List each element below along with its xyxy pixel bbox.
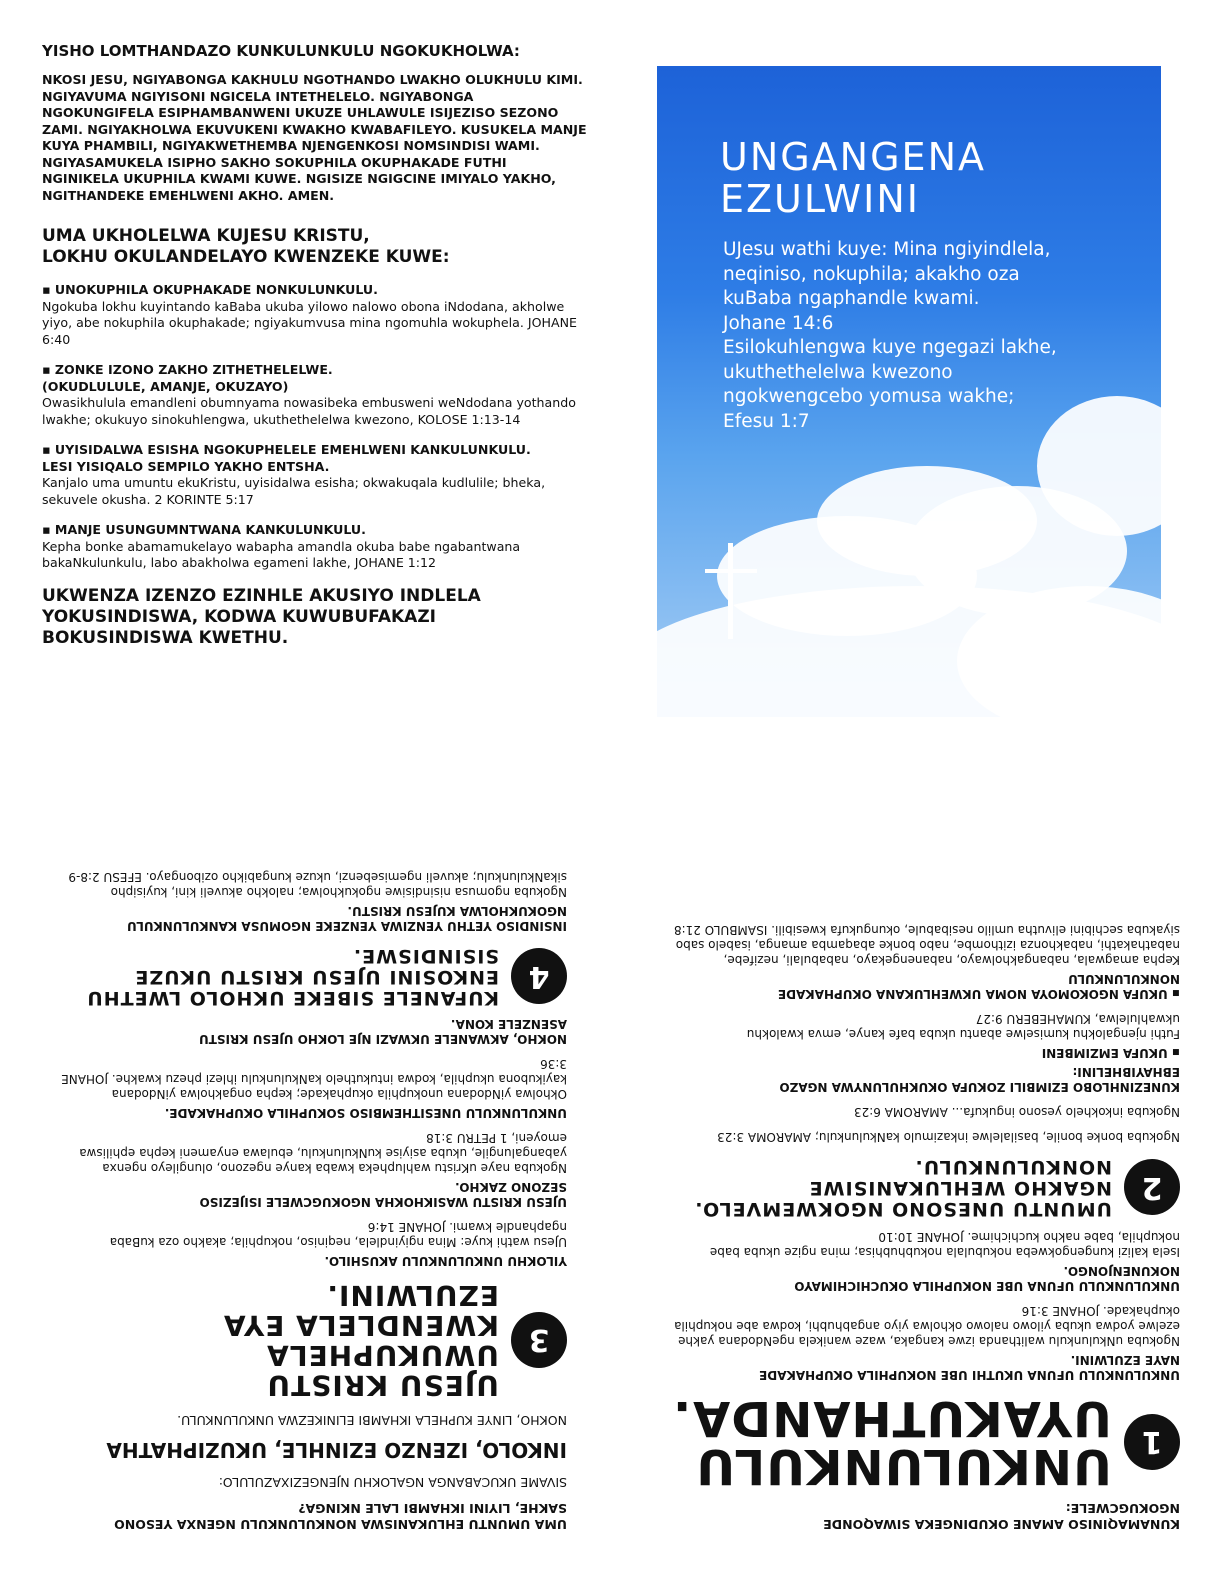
step-3: [42, 1280, 567, 1400]
steps-3-4-panel: [42, 812, 567, 1532]
cross-icon-bar: [705, 569, 757, 573]
bullet-heading: ▪ UKUFA EMZIMBENI: [1041, 1046, 1180, 1060]
step-1: [660, 1390, 1180, 1494]
only-remedy-text: NOKHO, LINYE KUPHELA IKHAMBI ELINIKEZWA UNKULUNKULU.: [177, 1413, 567, 1428]
benefit-text: Kanjalo uma umuntu ekuKristu, uyisidalwa esisha; okwakuqala kudlulile; bheka, sekuvele okusha. 2 KORINTE 5:17: [42, 475, 546, 507]
benefit-text: Ngokuba lokhu kuyintando kaBaba ukuba yilowo nalowo obona iNdodana, akholwe yiyo, abe nokuphila okuphakade; ngiyakumvusa mina ngomuhla wokuphela. JOHANE 6:40: [42, 298, 577, 347]
step-text: Ngokuba naye uKristu wahlupheka kwaba kanye ngezono, olungileyo ngenxa yabangalungile, ukuba asiyise kuNkulunkulu, ebulawa enyameni kepha ephiliswa emoyeni, 1 PETRU 3:18: [79, 1131, 567, 1175]
step-number: 1: [1124, 1414, 1180, 1470]
step-text: Ngokuba bonke bonile, basilalelwe inkazimulo kaNkulunkulu; AMAROMA 3:23: [717, 1130, 1180, 1144]
problem-intro: UMA UMUNTU EHLUKANISWA NONKULUNKULU NGENXA YESONO SAKHE, LIYINI IKHAMBI LALE NKINGA?: [114, 1501, 567, 1532]
cover-title: UNGANGENA EZULWINI: [720, 135, 986, 221]
benefit-heading: ▪ UYISIDALWA ESISHA NGOKUPHELELE EMEHLWENI KANKULUNKULU. LESI YISIQALO SEMPILO YAKHO ENTSHA.: [42, 442, 531, 474]
benefit-heading: ▪ UNOKUPHILA OKUPHAKADE NONKULUNKULU.: [42, 282, 378, 297]
solutions-intro: SIVAME UKUCABANGA NGALOKHU NJENGEZIXAZULULO:: [218, 1475, 567, 1490]
step-caption: KUNEZINHLOBO EZIMBILI ZOKUFA OKUKHULUNYWA NGAZO EBHAYIBHELINI:: [779, 1065, 1180, 1094]
step-number: 3: [511, 1312, 567, 1368]
cover-verse: UJesu wathi kuye: Mina ngiyindlela, neqiniso, nokuphila; akakho oza kuBaba ngaphandle kwami. Johane 14:6 Esilokuhlengwa kuye ngegazi lakhe, ukuthethelelwa kwezono ngokwengcebo yomusa wakhe; Efesu 1:7: [723, 239, 1057, 432]
benefit-item: [42, 442, 587, 508]
step-4: [42, 945, 567, 1008]
step-title: KUFANELE SIBEKE UKHOLO LWETHU ENKOSINI UJESU KRISTU UKUZE SISINDISWE.: [86, 945, 499, 1009]
prayer-column: [42, 42, 587, 649]
benefit-text: Owasikhulula emandleni obumnyama nowasibeka embusweni weNdodana yothando lwakhe; okukuyo sinokuhlengwa, ukuthethelelwa kwezono, KOLOSE 1:13-14: [42, 395, 576, 427]
benefit-item: [42, 522, 587, 572]
benefit-heading: ▪ ZONKE IZONO ZAKHO ZITHETHELELWE. (OKUDLULULE, AMANJE, OKUZAYO): [42, 362, 333, 394]
steps-1-2-panel: [660, 812, 1180, 1532]
believe-heading: UMA UKHOLELWA KUJESU KRISTU, LOKHU OKULANDELAYO KWENZEKE KUWE:: [42, 226, 450, 267]
step-text: Okholwa yiNdodana unokuphila okuphakade; kepha ongakholwa yiNdodana kayikubona ukuphila, kodwa intukuthelo kaNkulunkulu ihlezi phezu kwakhe. JOHANE 3:36: [61, 1057, 567, 1101]
step-title: UMUNTU UNESONO NGOKWEMVELO. NGAKHO WEHLUKANISIWE NONKULUNKULU.: [694, 1156, 1112, 1220]
step-caption: UNKULUNKULU UFUNA UBE NOKUPHILA OKUCHICHIMAYO NOKUNENJONGO.: [794, 1264, 1180, 1293]
closing-statement: UKWENZA IZENZO EZINHLE AKUSIYO INDLELA YOKUSINDISWA, KODWA KUWUBUFAKAZI BOKUSINDISWA KWETHU.: [42, 585, 481, 648]
step-text: Ngokuba uNkulunkulu walithanda izwe kangaka, waze wanikela ngeNdodana yakhe ezelwe yodwa ukuba yilowo nalowo okholwa yiyo angabhubhi, kodwa abe nokuphila okuphakade. JOHANE 3:16: [674, 1304, 1180, 1348]
step-caption: UNKULUNKULU UNESITHEMBISO SOKUPHILA OKUPHAKADE.: [164, 1106, 567, 1120]
prayer-text: NKOSI JESU, NGIYABONGA KAKHULU NGOTHANDO LWAKHO OLUKHULU KIMI. NGIYAVUMA NGIYISONI NGICELA INTETHELELO. NGIYABONGA NGOKUNGIFELA ESIPHAMBANWENI UKUZE UHLAWULE ISIJEZISO SEZONO ZAMI. NGIYAKHOLWA EKUVUKENI KWAKHO KWABAFILEYO. KUSUKELA MANJE KUYA PHAMBILI, NGIYAKWETHEMBA NJENGENKOSI NOMSINDISI WAMI. NGIYASAMUKELA ISIPHO SAKHO SOKUPHILA OKUPHAKADE FUTHI NGINIKELA UKUPHILA KWAMI KUWE. NGISIZE NGIGCINE IMIYALO YAKHO, NGITHANDEKE EMEHLWENI AKHO. AMEN.: [42, 72, 587, 203]
benefit-heading: ▪ MANJE USUNGUMNTWANA KANKULUNKULU.: [42, 522, 366, 537]
step-caption: YILOKHU UNKULUNKULU AKUSHILO.: [324, 1254, 567, 1268]
step-caption: UJESU KRISTU WASIKHOKHA NGOKUGCWELE ISIJEZISO SEZONO ZAKHO.: [199, 1180, 567, 1209]
benefit-text: Kepha bonke abamamukelayo wabapha amandla okuba babe ngabantwana bakaNkulunkulu, labo abakholwa egameni lakhe, JOHANE 1:12: [42, 538, 521, 570]
step-text: Ngokuba ngomusa nisindisiwe ngokukholwa; nalokho akuveli kini, kuyisipho sikaNkulunkulu; akuveli ngemisebenzi, ukuze kungabikho ozibongayo. EFESU 2:8-9: [68, 870, 567, 899]
step-text: Futhi njengalokhu kumiselwe abantu ukuba bafe kanye, emva kwalokhu ukwahlulelwa, KUMAHEBERU 9:27: [746, 1012, 1180, 1041]
step-text: Ngokuba inkokhelo yesono ingukufa... AMAROMA 6:23: [853, 1105, 1180, 1119]
cross-icon: [728, 543, 733, 639]
truths-intro: KUNAMAQINISO AMANE OKUDINGEKA SIWAQONDE NGOKUGCWELE:: [823, 1501, 1180, 1532]
step-number: 2: [1124, 1160, 1180, 1216]
benefit-item: [42, 282, 587, 348]
benefit-item: [42, 362, 587, 428]
step-title: UNKULUNKULU UYAKUTHANDA.: [672, 1390, 1112, 1494]
step-number: 4: [511, 949, 567, 1005]
bullet-heading: ▪ UKUFA NGOKOMOYA NOMA UKWEHLUKANA OKUPHAKADE NONKULUNKULU: [777, 972, 1180, 1001]
step-caption: NOKHO, AKWANELE UKWAZI NJE LOKHO UJESU KRISTU ASENZELE KONA.: [198, 1017, 567, 1046]
step-text: Isela kalizi kungengokweba nokubulala nokubhubhisa; mina ngize ukuba babe nokuphila, babe nakho kuchichime. JOHANE 10:10: [709, 1230, 1180, 1259]
prayer-title: YISHO LOMTHANDAZO KUNKULUNKULU NGOKUKHOLWA:: [42, 42, 520, 60]
step-caption: INSINDISO YETHU YENZIWA YENZEKE NGOMUSA KANKULUNKULU NGOKUKHOLWA KUJESU KRISTU.: [126, 904, 567, 933]
cover-panel: [657, 66, 1161, 717]
step-2: [660, 1156, 1180, 1219]
step-text: UJesu wathi kuye: Mina ngiyindlela, neqiniso, nokuphila; akakho oza kuBaba ngaphandle kwami. JOHANE 14:6: [109, 1220, 567, 1249]
step-caption: UNKULUNKULU UFUNA UKUTHI UBE NOKUPHILA OKUPHAKADE NAYE EZULWINI.: [759, 1353, 1180, 1382]
step-title: UJESU KRISTU UWUKUPHELA KWENDLELA EYA EZULWINI.: [222, 1279, 499, 1402]
remedies-heading: INKOLO, IZENZO EZINHLE, UKUZIPHATHA: [106, 1438, 567, 1462]
step-text: Kepha amagwala, nabangakholwayo, nabanengekayo, nababulali, nezifebe, nabathakathi, nabakhonza izithombe, nabo bonke abaqamba amanga, isabelo sabo siyakuba sechibini elivutha umlilo nesibabule, okungukufa kwesibili. ISAMBULO 21:8: [673, 923, 1180, 967]
